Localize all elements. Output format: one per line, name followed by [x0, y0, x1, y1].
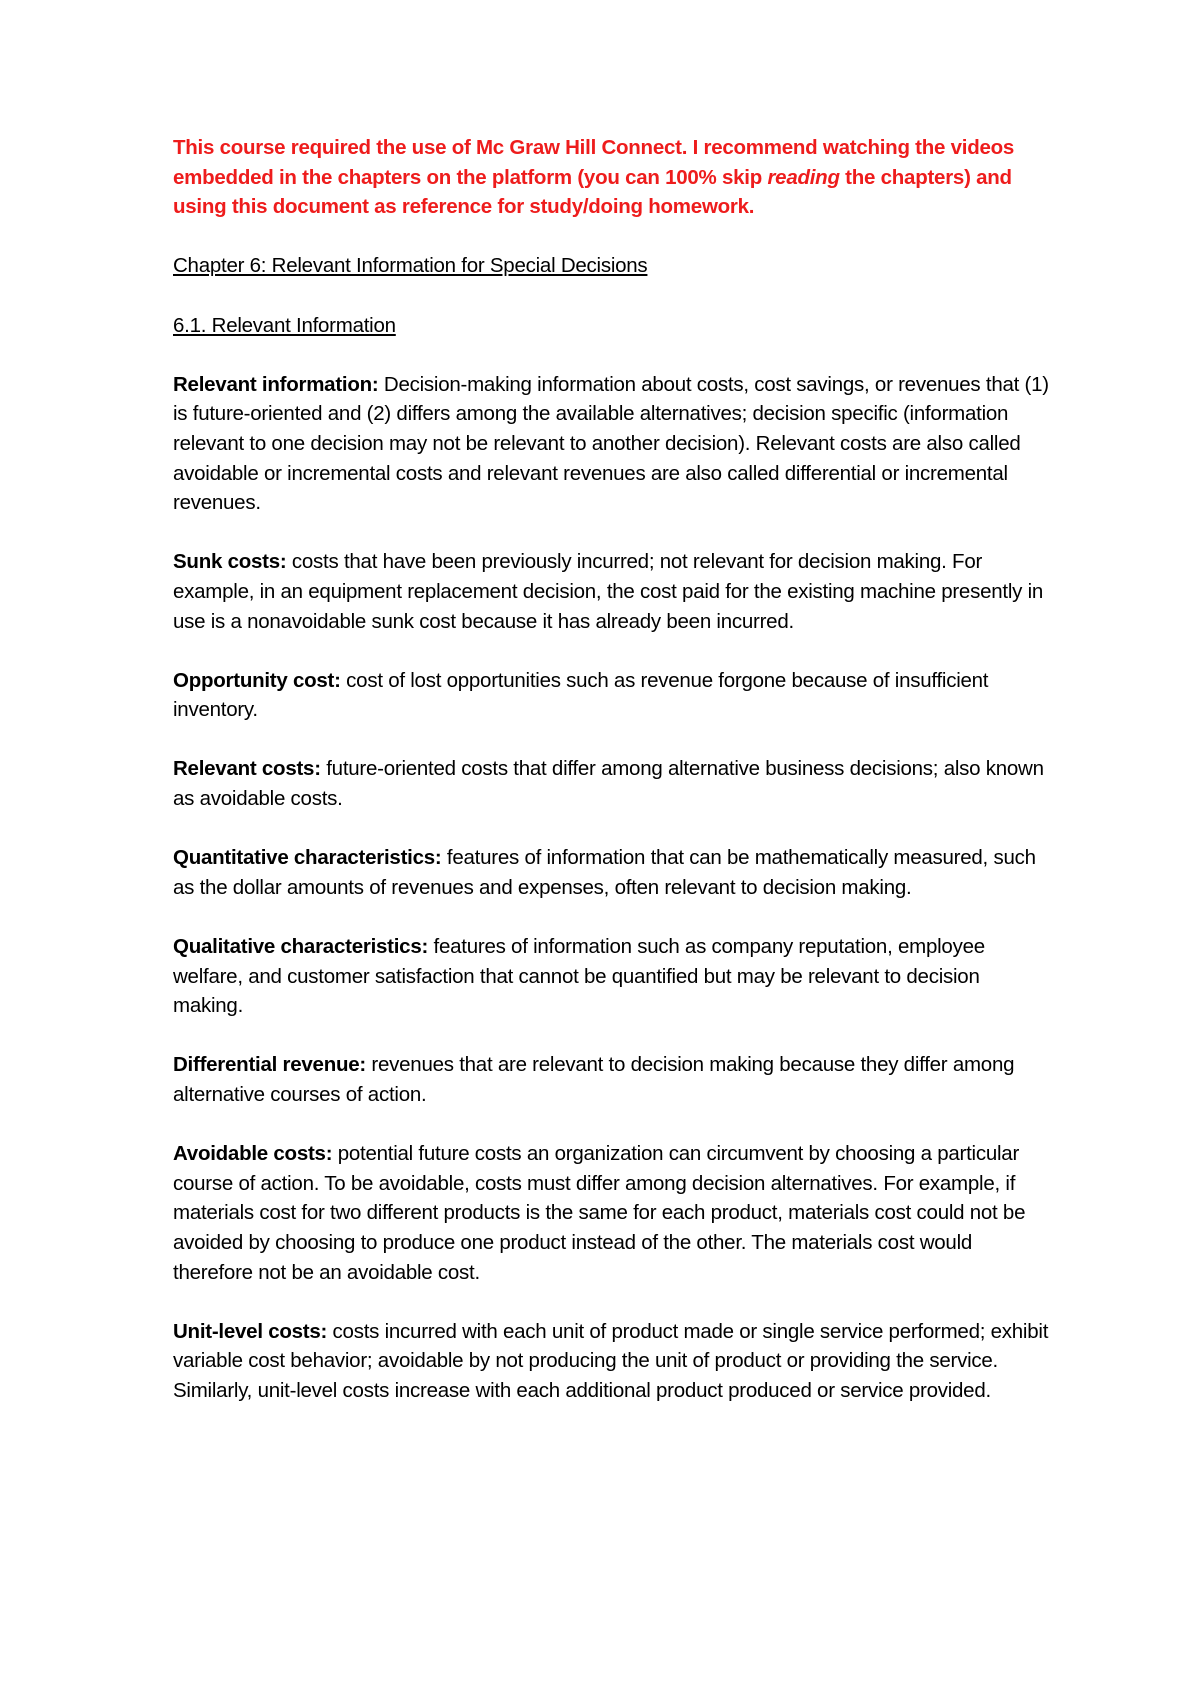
chapter-title: Chapter 6: Relevant Information for Special Decisions	[173, 254, 648, 278]
term-definition: features of information such as company reputation, employee welfare, and customer satisfaction that cannot be quantified but may be relevant to decision making.	[173, 935, 985, 1018]
term-definition: Decision-making information about costs, cost savings, or revenues that (1) is future-oriented and (2) differs among the available alternatives; decision specific (information relevant to one decision may not be relevant to another decision). Relevant costs are also called avoidable or incremental costs and relevant revenues are also called differential or incremental revenues.	[173, 372, 1049, 515]
term-name: Unit-level costs:	[173, 1319, 328, 1343]
term-definition: costs that have been previously incurred; not relevant for decision making. For example, in an equipment replacement decision, the cost paid for the existing machine presently in use is a nonavoidable sunk cost because it has already been incurred.	[173, 550, 1044, 633]
term-differential-revenue	[173, 1050, 1053, 1109]
term-definition: future-oriented costs that differ among alternative business decisions; also known as avoidable costs.	[173, 757, 1044, 811]
course-notice-text-end: the chapters) and using this document as reference for study/doing homework.	[173, 165, 1012, 219]
course-notice-text: This course required the use of Mc Graw Hill Connect. I recommend watching the videos embedded in the chapters on the platform (you can 100% skip	[173, 136, 1015, 189]
document-page	[173, 133, 1053, 1435]
term-unit-level-costs	[173, 1317, 1053, 1406]
term-opportunity-cost	[173, 666, 1053, 725]
course-notice	[173, 133, 1053, 222]
term-quantitative-characteristics	[173, 843, 1053, 902]
term-name: Qualitative characteristics:	[173, 935, 429, 959]
term-name: Relevant information:	[173, 372, 379, 396]
term-name: Sunk costs:	[173, 550, 287, 574]
term-definition: revenues that are relevant to decision making because they differ among alternative courses of action.	[173, 1053, 1015, 1106]
term-name: Differential revenue:	[173, 1053, 366, 1077]
term-definition: potential future costs an organization can circumvent by choosing a particular course of action. To be avoidable, costs must differ among decision alternatives. For example, if materials cost for two different products is the same for each product, materials cost could not be avoided by choosing to produce one product instead of the other. The materials cost would therefore not be an avoidable cost.	[173, 1142, 1026, 1284]
term-name: Relevant costs:	[173, 757, 321, 781]
term-name: Avoidable costs:	[173, 1142, 333, 1166]
term-definition: cost of lost opportunities such as revenue forgone because of insufficient inventory.	[173, 668, 989, 722]
term-relevant-information	[173, 370, 1053, 518]
term-definition: features of information that can be mathematically measured, such as the dollar amounts of revenues and expenses, often relevant to decision making.	[173, 846, 1036, 899]
term-qualitative-characteristics	[173, 932, 1053, 1021]
term-name: Opportunity cost:	[173, 668, 341, 692]
section-title: 6.1. Relevant Information	[173, 313, 396, 337]
term-relevant-costs	[173, 754, 1053, 813]
term-sunk-costs	[173, 547, 1053, 636]
term-name: Quantitative characteristics:	[173, 846, 442, 870]
term-definition: costs incurred with each unit of product made or single service performed; exhibit variable cost behavior; avoidable by not producing the unit of product or providing the service. Similarly, unit-level costs increase with each additional product produced or service provided.	[173, 1319, 1049, 1402]
course-notice-emphasis: reading	[767, 165, 840, 189]
term-avoidable-costs	[173, 1139, 1053, 1287]
